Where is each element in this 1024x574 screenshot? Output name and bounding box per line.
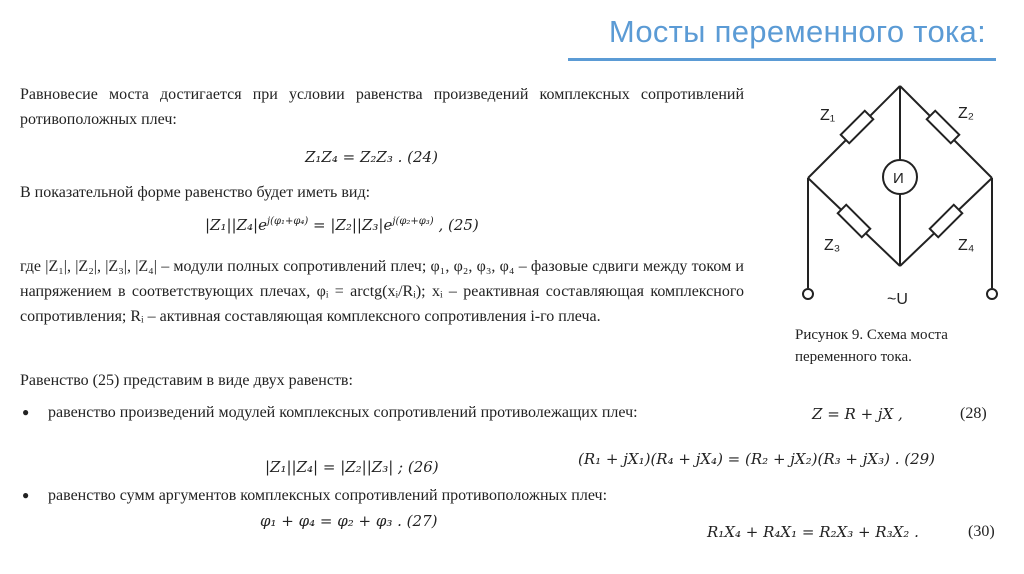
label-z4: Z₄ [958,237,975,254]
equation-26: |Z₁||Z₄| = |Z₂||Z₃| ; (26) [265,458,439,476]
eq25-exp1: j(φ₁+φ₄) [266,216,309,227]
resistor-z4 [930,205,963,238]
figure-caption: Рисунок 9. Схема моста переменного тока. [795,327,948,365]
bullet-1-text: равенство произведений модулей комплексных сопротивлений противолежащих плеч: [48,404,638,421]
terminal-left [803,289,813,299]
bullet-dot-1: ● [22,405,30,419]
eq25-exp2: j(φ₂+φ₃) [392,216,434,227]
equation-25 [205,216,479,234]
page-title: Мосты переменного тока: [608,14,986,49]
paragraph-equilibrium: Равновесие моста достигается при условии равенства произведений комплексных сопротивлений ротивоположных плеч: [20,86,744,128]
equation-28: Z = R + jX , [812,405,903,423]
label-z1: Z₁ [820,107,836,124]
bullet-dot-2: ● [22,488,30,502]
bullet-2-text: равенство сумм аргументов комплексных сопротивлений противоположных плеч: [48,487,608,504]
label-source: ~U [887,291,908,308]
paragraph-exponential: В показательной форме равенство будет иметь вид: [20,184,371,201]
bridge-circuit-diagram [790,78,1010,318]
resistor-z1 [841,111,874,144]
paragraph-two-equalities: Равенство (25) представим в виде двух равенств: [20,372,353,389]
terminal-right [987,289,997,299]
equation-30: R₁X₄ + R₄X₁ = R₂X₃ + R₃X₂ . [707,523,919,541]
equation-28-number: (28) [960,405,987,422]
resistor-z2 [927,111,960,144]
label-meter: И [893,170,904,187]
equation-30-number: (30) [968,523,995,540]
equation-29: (R₁ + jX₁)(R₄ + jX₄) = (R₂ + jX₂)(R₃ + jX₃) . (29) [578,450,936,468]
eq25-mid: = |Z₂||Z₃|e [308,216,393,234]
label-z3: Z₃ [824,237,841,254]
eq25-end: , (25) [433,216,479,234]
eq25-left: |Z₁||Z₄|e [205,216,267,234]
paragraph-definitions: где |Z₁|, |Z₂|, |Z₃|, |Z₄| – модули полных сопротивлений плеч; φ₁, φ₂, φ₃, φ₄ – фазовые сдвиги между током и напряжением в соответствующих плечах, φᵢ = arctg(xᵢ/Rᵢ); xᵢ – реактивная составляющая комплексного сопротивления; Rᵢ – активная составляющая комплексного сопротивления i-го плеча. [20,258,744,325]
equation-27: φ₁ + φ₄ = φ₂ + φ₃ . (27) [260,512,438,530]
equation-24: Z₁Z₄ = Z₂Z₃ . (24) [305,148,438,166]
resistor-z3 [838,205,871,238]
title-underline [568,58,996,61]
label-z2: Z₂ [958,105,974,122]
